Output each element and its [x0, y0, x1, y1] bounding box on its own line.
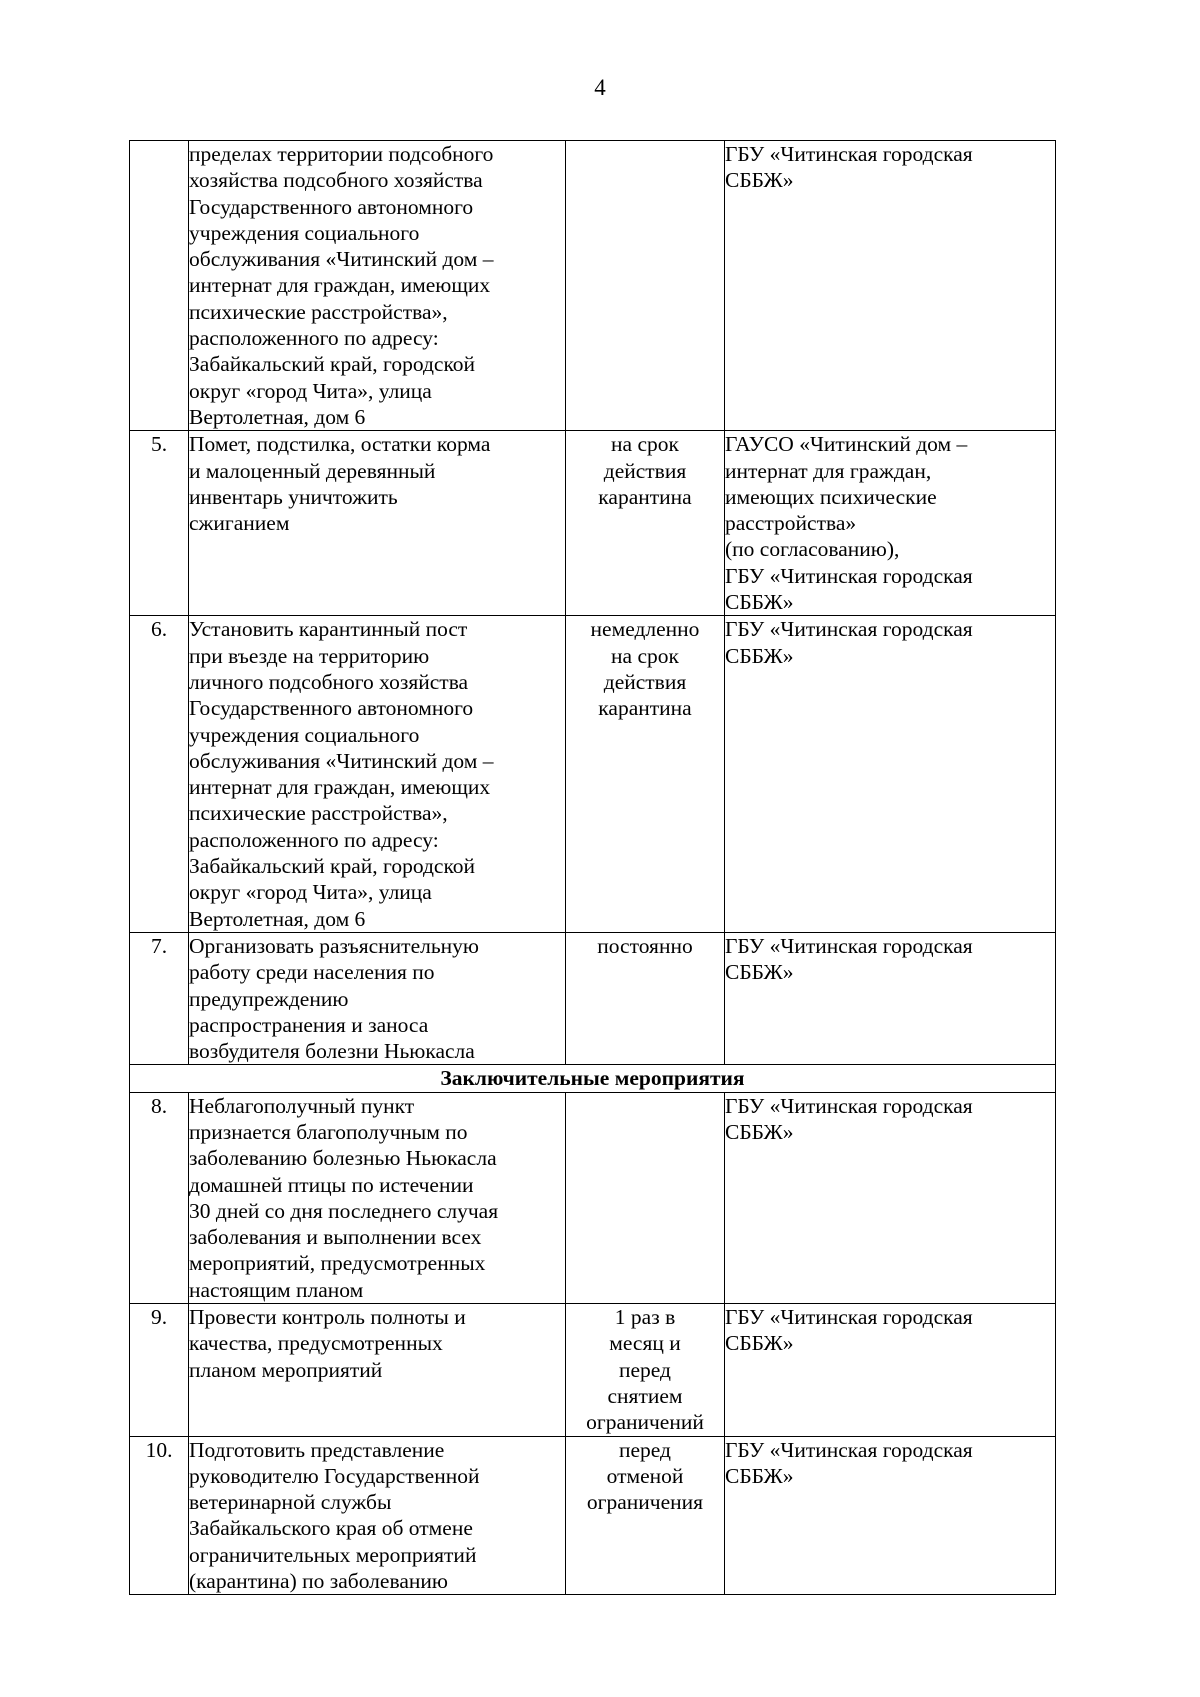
row-action-line: Вертолетная, дом 6 — [189, 404, 366, 429]
row-action-line: хозяйства подсобного хозяйства — [189, 168, 483, 193]
row-responsible-line: ГБУ «Читинская городская — [725, 617, 973, 642]
row-action-line: Провести контроль полноты и — [189, 1305, 466, 1330]
row-term-line: отменой — [606, 1463, 684, 1488]
table-row — [130, 932, 1056, 1064]
row-responsible-line: ГБУ «Читинская городская — [725, 1305, 973, 1330]
table-row — [130, 431, 1056, 616]
table-row — [130, 1304, 1056, 1436]
row-term-line: на срок — [611, 432, 679, 457]
row-action-line: округ «город Чита», улица — [189, 880, 432, 905]
row-term — [566, 932, 725, 1064]
row-number: 6. — [130, 616, 189, 933]
row-responsible-line: расстройства» — [725, 511, 857, 536]
row-responsible — [725, 141, 1056, 431]
row-term-line: постоянно — [597, 933, 693, 958]
row-term-line: немедленно — [590, 617, 700, 642]
row-number: 8. — [130, 1092, 189, 1303]
row-action-line: Организовать разъяснительную — [189, 933, 479, 958]
row-responsible-line: СББЖ» — [725, 1119, 794, 1144]
row-action — [189, 1092, 566, 1303]
row-term-line: перед — [619, 1437, 671, 1462]
row-responsible — [725, 1304, 1056, 1436]
row-action-line: ограничительных мероприятий — [189, 1542, 477, 1567]
row-action-line: Государственного автономного — [189, 194, 474, 219]
row-action-line: Забайкальского края об отмене — [189, 1516, 473, 1541]
row-action-line: учреждения социального — [189, 220, 420, 245]
section-row — [130, 1065, 1056, 1092]
measures-table-body — [130, 141, 1056, 1595]
row-action-line: Государственного автономного — [189, 696, 474, 721]
row-term — [566, 1304, 725, 1436]
row-responsible — [725, 431, 1056, 616]
row-action-line: сжиганием — [189, 511, 290, 536]
row-action — [189, 932, 566, 1064]
row-action-line: при въезде на территорию — [189, 643, 430, 668]
row-term — [566, 1436, 725, 1595]
row-action-line: расположенного по адресу: — [189, 326, 439, 351]
row-action-line: инвентарь уничтожить — [189, 484, 398, 509]
row-action-line: Подготовить представление — [189, 1437, 445, 1462]
row-action-line: работу среди населения по — [189, 960, 435, 985]
row-number: 5. — [130, 431, 189, 616]
row-action-line: пределах территории подсобного — [189, 142, 494, 166]
row-action-line: Установить карантинный пост — [189, 617, 468, 642]
row-term — [566, 431, 725, 616]
section-title: Заключительные мероприятия — [130, 1065, 1056, 1092]
row-responsible-line: ГБУ «Читинская городская — [725, 563, 973, 588]
row-action — [189, 431, 566, 616]
row-responsible — [725, 932, 1056, 1064]
row-action-line: психические расстройства», — [189, 801, 448, 826]
row-responsible — [725, 616, 1056, 933]
row-action-line: возбудителя болезни Ньюкасла — [189, 1039, 475, 1064]
row-action-line: учреждения социального — [189, 722, 420, 747]
row-action — [189, 1304, 566, 1436]
row-responsible-line: СББЖ» — [725, 960, 794, 985]
row-responsible-line: СББЖ» — [725, 168, 794, 193]
row-term-line: ограничения — [586, 1490, 704, 1515]
row-action-line: обслуживания «Читинский дом – — [189, 247, 494, 272]
row-action-line: интернат для граждан, имеющих — [189, 273, 491, 298]
row-action-line: заболевания и выполнении всех — [189, 1225, 482, 1250]
row-responsible-line: ГБУ «Читинская городская — [725, 1093, 973, 1118]
row-action-line: руководителю Государственной — [189, 1463, 480, 1488]
row-term-line: действия — [603, 669, 687, 694]
row-action-line: Забайкальский край, городской — [189, 854, 476, 879]
row-number: 10. — [130, 1436, 189, 1595]
row-number: 7. — [130, 932, 189, 1064]
row-term-line: карантина — [598, 696, 692, 721]
row-responsible-line: ГАУСО «Читинский дом – — [725, 432, 968, 457]
row-action-line: домашней птицы по истечении — [189, 1172, 474, 1197]
row-term — [566, 1092, 725, 1303]
row-responsible-line: СББЖ» — [725, 590, 794, 615]
row-responsible-line: (по согласованию), — [725, 537, 900, 562]
row-term-line: ограничений — [586, 1410, 704, 1435]
row-action — [189, 141, 566, 431]
row-action-line: Вертолетная, дом 6 — [189, 906, 366, 931]
row-term-line: действия — [603, 458, 687, 483]
row-action-line: планом мероприятий — [189, 1357, 383, 1382]
table-row — [130, 141, 1056, 431]
row-term-line: снятием — [607, 1383, 683, 1408]
row-term-line: карантина — [598, 484, 692, 509]
row-term-line: перед — [619, 1357, 671, 1382]
table-row — [130, 1092, 1056, 1303]
row-responsible — [725, 1436, 1056, 1595]
row-action — [189, 616, 566, 933]
row-action-line: и малоценный деревянный — [189, 458, 436, 483]
row-action-line: расположенного по адресу: — [189, 827, 439, 852]
row-responsible-line: СББЖ» — [725, 643, 794, 668]
row-term — [566, 616, 725, 933]
row-action — [189, 1436, 566, 1595]
row-responsible-line: ГБУ «Читинская городская — [725, 933, 973, 958]
table-row — [130, 616, 1056, 933]
measures-table — [129, 140, 1056, 1595]
row-action-line: округ «город Чита», улица — [189, 378, 432, 403]
row-action-line: 30 дней со дня последнего случая — [189, 1198, 499, 1223]
row-action-line: признается благополучным по — [189, 1119, 468, 1144]
row-action-line: распространения и заноса — [189, 1012, 429, 1037]
page-number: 4 — [594, 75, 606, 100]
row-action-line: Забайкальский край, городской — [189, 352, 476, 377]
row-action-line: предупреждению — [189, 986, 349, 1011]
row-action-line: (карантина) по заболеванию — [189, 1569, 448, 1594]
row-action-line: ветеринарной службы — [189, 1490, 392, 1515]
row-action-line: мероприятий, предусмотренных — [189, 1251, 486, 1276]
row-action-line: интернат для граждан, имеющих — [189, 775, 491, 800]
row-responsible-line: СББЖ» — [725, 1331, 794, 1356]
row-term-line: на срок — [611, 643, 679, 668]
row-responsible-line: СББЖ» — [725, 1463, 794, 1488]
row-action-line: Помет, подстилка, остатки корма — [189, 432, 491, 457]
row-action-line: психические расстройства», — [189, 299, 448, 324]
row-responsible — [725, 1092, 1056, 1303]
row-action-line: личного подсобного хозяйства — [189, 669, 469, 694]
row-action-line: заболеванию болезнью Ньюкасла — [189, 1146, 497, 1171]
row-action-line: настоящим планом — [189, 1277, 364, 1302]
row-responsible-line: имеющих психические — [725, 484, 937, 509]
row-number — [130, 141, 189, 431]
row-number: 9. — [130, 1304, 189, 1436]
row-responsible-line: интернат для граждан, — [725, 458, 932, 483]
row-responsible-line: ГБУ «Читинская городская — [725, 1437, 973, 1462]
row-term-line: 1 раз в — [614, 1305, 676, 1330]
row-term-line: месяц и — [609, 1331, 681, 1356]
row-responsible-line: ГБУ «Читинская городская — [725, 142, 973, 166]
row-term — [566, 141, 725, 431]
row-action-line: обслуживания «Читинский дом – — [189, 748, 494, 773]
table-row — [130, 1436, 1056, 1595]
row-action-line: качества, предусмотренных — [189, 1331, 443, 1356]
row-action-line: Неблагополучный пункт — [189, 1093, 415, 1118]
